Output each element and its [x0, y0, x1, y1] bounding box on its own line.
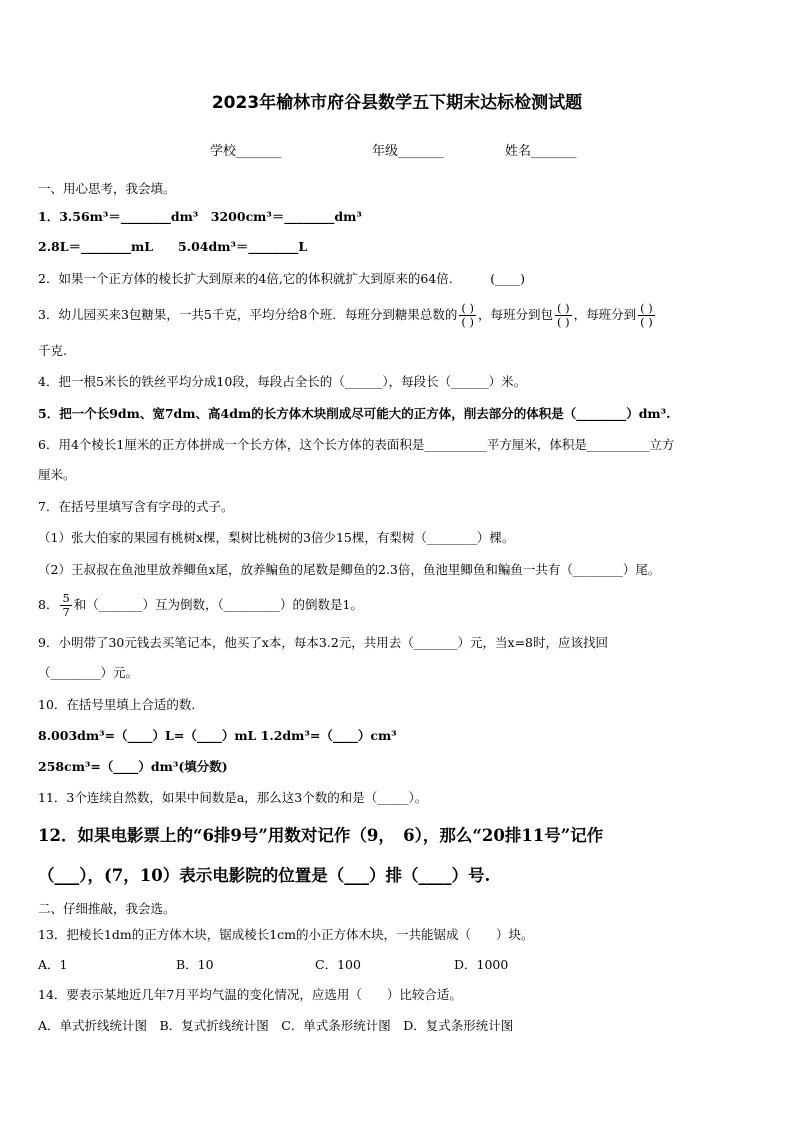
question-14: 14．要表示某地近几年7月平均气温的变化情况，应选用（ ）比较合适。 — [38, 987, 462, 1002]
fraction-5-7: $\frac{5}{7}$ — [62, 591, 70, 619]
question-3-part2: ，每班分到包 — [477, 307, 553, 322]
question-1b: 2.8L＝________mL 5.04dm³＝________L — [38, 239, 308, 254]
page-title: 2023年榆林市府谷县数学五下期末达标检测试题 — [211, 93, 583, 113]
question-2: 2．如果一个正方体的棱长扩大到原来的4倍,它的体积就扩大到原来的64倍. (____) — [38, 271, 526, 286]
question-3-part3: ，每班分到 — [573, 307, 637, 322]
school-field: 学校_______ — [210, 144, 282, 159]
question-10b: 258cm³=（____）dm³(填分数) — [38, 759, 228, 774]
question-7: 7．在括号里填写含有字母的式子。 — [38, 499, 234, 514]
fraction-blank-2: $\frac{( )}{( )}$ — [556, 301, 570, 329]
question-12a: 12．如果电影票上的“6排9号”用数对记作（9， 6），那么“20排11号”记作 — [38, 826, 604, 845]
question-1a: 1．3.56m³＝________dm³ 3200cm³＝________dm³ — [38, 209, 362, 224]
question-11: 11．3个连续自然数，如果中间数是a，那么这3个数的和是（_____）。 — [38, 790, 428, 805]
question-9b: （________）元。 — [38, 665, 139, 680]
question-13: 13．把棱长1dm的正方体木块，锯成棱长1cm的小正方体木块，一共能锯成（ ）块。 — [38, 927, 534, 942]
question-12b: （___），(7，10）表示电影院的位置是（___）排（____）号. — [38, 866, 491, 885]
question-7-2: （2）王叔叔在鱼池里放养鲫鱼x尾，放养鳊鱼的尾数是鲫鱼的2.3倍，鱼池里鲫鱼和鳊鱼一共有（________）尾。 — [38, 562, 661, 577]
question-10a: 8.003dm³=（____）L=（____）mL 1.2dm³=（____）cm³ — [38, 728, 397, 743]
question-7-1: （1）张大伯家的果园有桃树x棵，梨树比桃树的3倍少15棵，有梨树（________）棵。 — [38, 530, 515, 545]
section-2-heading: 二、仔细推敲，我会选。 — [38, 901, 176, 916]
question-6b: 厘米。 — [38, 467, 76, 482]
fraction-blank-1: $\frac{( )}{( )}$ — [461, 301, 474, 329]
question-10: 10．在括号里填上合适的数． — [38, 697, 204, 712]
option-a: A．1 — [38, 957, 68, 972]
question-6a: 6．用4个棱长1厘米的正方体拼成一个长方体，这个长方体的表面积是__________平方厘米，体积是__________立方 — [38, 437, 675, 452]
option-b: B．10 — [176, 957, 214, 972]
section-1-heading: 一、用心思考，我会填。 — [38, 181, 176, 196]
name-field: 姓名_______ — [505, 144, 577, 159]
fraction-blank-3: $\frac{( )}{( )}$ — [640, 301, 653, 329]
question-3 — [38, 298, 657, 332]
question-8: 8． $\frac{5}{7}$ 和（_______）互为倒数，（_________）的倒数是1。 — [38, 591, 363, 619]
option-c: C．100 — [315, 957, 361, 972]
question-5: 5．把一个长9dm、宽7dm、高4dm的长方体木块削成尽可能大的正方体，削去部分的体积是（________）dm³. — [38, 406, 671, 421]
question-14-options: A．单式折线统计图 B．复式折线统计图 C．单式条形统计图 D．复式条形统计图 — [38, 1018, 514, 1033]
question-3-tail: 千克. — [38, 343, 67, 358]
grade-field: 年级_______ — [372, 144, 444, 159]
question-9a: 9．小明带了30元钱去买笔记本，他买了x本，每本3.2元，共用去（_______）元，当x=8时，应该找回 — [38, 635, 609, 650]
question-3-part1: 3．幼儿园买来3包糖果，一共5千克，平均分给8个班．每班分到糖果总数的 — [38, 307, 458, 322]
question-13-options — [38, 956, 508, 974]
option-d: D．1000 — [454, 957, 509, 972]
question-4: 4．把一根5米长的铁丝平均分成10段，每段占全长的（______），每段长（______）米。 — [38, 374, 527, 389]
